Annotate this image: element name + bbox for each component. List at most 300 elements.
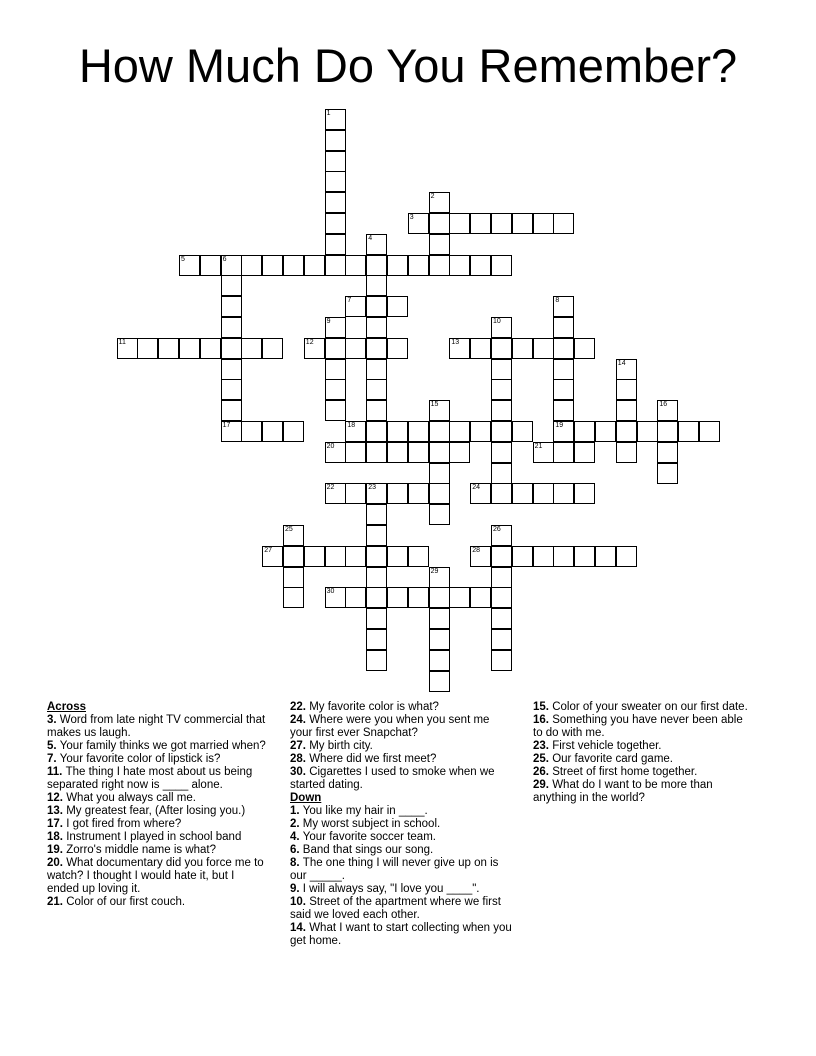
clue-text: Your favorite soccer team. [302, 831, 436, 843]
grid-cell[interactable] [325, 442, 346, 463]
cell-number: 13 [451, 338, 460, 346]
clue-number: 22 [290, 701, 303, 713]
grid-cell[interactable] [574, 483, 595, 504]
grid-cell[interactable] [366, 650, 387, 671]
grid-cell[interactable] [366, 587, 387, 608]
grid-cell[interactable] [429, 421, 450, 442]
across-clue: 19. Zorro's middle name is what? [47, 844, 217, 856]
clue-number: 7 [47, 753, 54, 765]
grid-cell[interactable] [221, 255, 242, 276]
grid-cell[interactable] [345, 296, 366, 317]
grid-cell[interactable] [491, 338, 512, 359]
clue-text: My favorite color is what? [309, 701, 439, 713]
grid-cell[interactable] [325, 379, 346, 400]
grid-cell[interactable] [595, 421, 616, 442]
grid-cell[interactable] [325, 255, 346, 276]
grid-cell[interactable] [491, 546, 512, 567]
grid-cell[interactable] [657, 463, 678, 484]
cell-number: 27 [264, 546, 272, 554]
clue-text: Street of the apartment where we first said we loved each other. [290, 896, 501, 921]
grid-cell[interactable] [366, 379, 387, 400]
grid-cell[interactable] [241, 255, 262, 276]
grid-cell[interactable] [429, 629, 450, 650]
cell-number: 14 [617, 359, 626, 367]
down-clue: 29. What do I want to be more than anything in the world? [533, 779, 713, 804]
grid-cell[interactable] [304, 338, 325, 359]
down-clue: 16. Something you have never been able to do with me. [533, 714, 743, 739]
cell-number: 23 [368, 484, 376, 492]
grid-cell[interactable] [283, 421, 304, 442]
cell-number: 11 [118, 338, 126, 346]
grid-cell[interactable] [553, 296, 574, 317]
grid-cell[interactable] [449, 421, 470, 442]
grid-cell[interactable] [283, 255, 304, 276]
grid-cell[interactable] [429, 608, 450, 629]
cell-number: 30 [326, 588, 335, 596]
grid-cell[interactable] [574, 546, 595, 567]
grid-cell[interactable] [387, 421, 408, 442]
grid-cell[interactable] [553, 379, 574, 400]
cell-number: 7 [347, 297, 352, 305]
grid-cell[interactable] [345, 338, 366, 359]
across-clue: 28. Where did we first meet? [290, 753, 437, 765]
grid-cell[interactable] [241, 338, 262, 359]
grid-cell[interactable] [491, 483, 512, 504]
grid-cell[interactable] [491, 608, 512, 629]
down-clue: 6. Band that sings our song. [290, 844, 434, 856]
clue-text: My greatest fear, (After losing you.) [66, 805, 246, 817]
cell-number: 8 [555, 297, 560, 305]
across-clue-list [47, 714, 269, 909]
grid-cell[interactable] [345, 255, 366, 276]
grid-cell[interactable] [512, 483, 533, 504]
grid-cell[interactable] [366, 546, 387, 567]
grid-cell[interactable] [429, 234, 450, 255]
down-clue: 15. Color of your sweater on our first date. [533, 701, 748, 713]
clue-text: Our favorite card game. [552, 753, 673, 765]
grid-cell[interactable] [283, 546, 304, 567]
grid-cell[interactable] [533, 546, 554, 567]
grid-cell[interactable] [366, 317, 387, 338]
grid-cell[interactable] [283, 587, 304, 608]
grid-cell[interactable] [345, 442, 366, 463]
cell-number: 12 [305, 338, 314, 346]
grid-cell[interactable] [325, 483, 346, 504]
cell-number: 5 [181, 255, 185, 263]
grid-cell[interactable] [262, 421, 283, 442]
clue-text: You like my hair in ____. [302, 805, 428, 817]
grid-cell[interactable] [491, 359, 512, 380]
grid-cell[interactable] [221, 317, 242, 338]
cell-number: 25 [285, 526, 293, 533]
grid-cell[interactable] [491, 567, 512, 588]
grid-cell[interactable] [491, 213, 512, 234]
clue-number: 3 [47, 714, 54, 726]
grid-cell[interactable] [366, 608, 387, 629]
grid-cell[interactable] [449, 255, 470, 276]
grid-cell[interactable] [366, 359, 387, 380]
across-clue: 13. My greatest fear, (After losing you.) [47, 805, 246, 817]
grid-cell[interactable] [117, 338, 138, 359]
clue-text: Zorro's middle name is what? [66, 844, 217, 856]
grid-cell[interactable] [283, 567, 304, 588]
clue-text: What documentary did you force me to watch? I thought I would hate it, but I ended up loving it. [47, 857, 264, 895]
grid-cell[interactable] [470, 213, 491, 234]
across-clue: 3. Word from late night TV commercial that makes us laugh. [47, 714, 266, 739]
grid-cell[interactable] [262, 338, 283, 359]
grid-cell[interactable] [470, 587, 491, 608]
grid-cell[interactable] [699, 421, 720, 442]
across-clue: 20. What documentary did you force me to watch? I thought I would hate it, but I ended up loving it. [47, 857, 264, 895]
grid-cell[interactable] [637, 421, 658, 442]
clue-text: My worst subject in school. [302, 818, 441, 830]
clue-text: Cigarettes I used to smoke when we started dating. [290, 766, 495, 791]
grid-cell[interactable] [325, 338, 346, 359]
clue-text: I got fired from where? [66, 818, 182, 830]
clue-text: Street of first home together. [552, 766, 698, 778]
grid-cell[interactable] [470, 483, 491, 504]
grid-cell[interactable] [429, 442, 450, 463]
clue-text: The one thing I will never give up on is our _____. [290, 857, 499, 882]
grid-cell[interactable] [221, 275, 242, 296]
grid-cell[interactable] [553, 400, 574, 421]
clue-text: I will always say, "I love you ____". [302, 883, 480, 895]
cell-number: 24 [472, 484, 480, 492]
down-clue: 8. The one thing I will never give up on is our _____. [290, 857, 499, 882]
grid-cell[interactable] [325, 359, 346, 380]
clue-text: Color of our first couch. [66, 896, 186, 908]
grid-cell[interactable] [553, 317, 574, 338]
grid-cell[interactable] [533, 483, 554, 504]
grid-cell[interactable] [366, 400, 387, 421]
clue-number: 17 [47, 818, 60, 830]
grid-cell[interactable] [491, 255, 512, 276]
grid-cell[interactable] [366, 525, 387, 546]
down-clue: 9. I will always say, "I love you ____". [290, 883, 480, 895]
grid-cell[interactable] [616, 359, 637, 380]
grid-cell[interactable] [366, 504, 387, 525]
grid-cell[interactable] [325, 109, 346, 130]
grid-cell[interactable] [553, 546, 574, 567]
grid-cell[interactable] [387, 546, 408, 567]
grid-cell[interactable] [345, 587, 366, 608]
down-clue-list [290, 805, 512, 948]
grid-cell[interactable] [408, 421, 429, 442]
grid-cell[interactable] [366, 234, 387, 255]
clue-text: My birth city. [309, 740, 373, 752]
grid-cell[interactable] [657, 400, 678, 421]
grid-cell[interactable] [221, 421, 242, 442]
across-clue: 5. Your family thinks we got married when? [47, 740, 266, 752]
grid-cell[interactable] [366, 629, 387, 650]
cell-number: 26 [493, 526, 501, 533]
down-heading: Down [290, 792, 322, 804]
grid-cell[interactable] [387, 587, 408, 608]
grid-cell[interactable] [325, 192, 346, 213]
grid-cell[interactable] [221, 400, 242, 421]
grid-cell[interactable] [408, 546, 429, 567]
clue-text: Band that sings our song. [302, 844, 434, 856]
grid-cell[interactable] [512, 421, 533, 442]
clues-column-1 [47, 701, 269, 909]
cell-number: 6 [222, 255, 227, 263]
grid-cell[interactable] [241, 421, 262, 442]
down-clue: 14. What I want to start collecting when you get home. [290, 922, 512, 947]
grid-cell[interactable] [574, 442, 595, 463]
grid-cell[interactable] [221, 338, 242, 359]
grid-cell[interactable] [449, 442, 470, 463]
grid-cell[interactable] [616, 421, 637, 442]
grid-cell[interactable] [449, 587, 470, 608]
clue-number: 28 [290, 753, 303, 765]
clue-number: 11 [47, 766, 60, 778]
grid-cell[interactable] [408, 255, 429, 276]
clue-number: 6 [290, 844, 297, 856]
clue-text: Your favorite color of lipstick is? [59, 753, 221, 765]
grid-cell[interactable] [491, 379, 512, 400]
across-clue: 21. Color of our first couch. [47, 896, 186, 908]
across-clue: 7. Your favorite color of lipstick is? [47, 753, 221, 765]
across-clue: 11. The thing I hate most about us being separated right now is ____ alone. [47, 766, 253, 791]
grid-cell[interactable] [574, 421, 595, 442]
grid-cell[interactable] [325, 213, 346, 234]
grid-cell[interactable] [408, 213, 429, 234]
grid-cell[interactable] [616, 379, 637, 400]
grid-cell[interactable] [325, 130, 346, 151]
grid-cell[interactable] [200, 255, 221, 276]
grid-cell[interactable] [387, 255, 408, 276]
cell-number: 29 [430, 567, 439, 575]
grid-cell[interactable] [491, 421, 512, 442]
grid-cell[interactable] [491, 442, 512, 463]
clue-text: First vehicle together. [552, 740, 662, 752]
across-clue: 27. My birth city. [290, 740, 373, 752]
clue-number: 27 [290, 740, 303, 752]
grid-cell[interactable] [408, 587, 429, 608]
grid-cell[interactable] [179, 338, 200, 359]
clue-number: 24 [290, 714, 303, 726]
cell-number: 22 [326, 484, 335, 492]
grid-cell[interactable] [325, 151, 346, 172]
grid-cell[interactable] [429, 400, 450, 421]
grid-cell[interactable] [429, 650, 450, 671]
grid-cell[interactable] [325, 546, 346, 567]
grid-cell[interactable] [429, 567, 450, 588]
cell-number: 2 [430, 193, 435, 201]
down-clue: 23. First vehicle together. [533, 740, 662, 752]
grid-cell[interactable] [429, 483, 450, 504]
grid-cell[interactable] [470, 546, 491, 567]
clue-number: 18 [47, 831, 60, 843]
grid-cell[interactable] [179, 255, 200, 276]
grid-cell[interactable] [408, 483, 429, 504]
grid-cell[interactable] [533, 338, 554, 359]
grid-cell[interactable] [345, 483, 366, 504]
grid-cell[interactable] [553, 359, 574, 380]
cell-number: 3 [409, 214, 414, 221]
grid-cell[interactable] [553, 213, 574, 234]
grid-cell[interactable] [387, 296, 408, 317]
cell-number: 15 [430, 401, 439, 409]
grid-cell[interactable] [470, 338, 491, 359]
clues-column-3 [533, 701, 755, 805]
grid-cell[interactable] [657, 421, 678, 442]
clue-text: The thing I hate most about us being separated right now is ____ alone. [47, 766, 253, 791]
grid-cell[interactable] [325, 171, 346, 192]
grid-cell[interactable] [449, 338, 470, 359]
clue-text: Where did we first meet? [309, 753, 437, 765]
grid-cell[interactable] [366, 338, 387, 359]
grid-cell[interactable] [200, 338, 221, 359]
grid-cell[interactable] [325, 587, 346, 608]
clue-text: Word from late night TV commercial that makes us laugh. [47, 714, 266, 739]
grid-cell[interactable] [325, 317, 346, 338]
grid-cell[interactable] [221, 296, 242, 317]
grid-cell[interactable] [491, 400, 512, 421]
grid-cell[interactable] [221, 379, 242, 400]
grid-cell[interactable] [553, 338, 574, 359]
cell-number: 16 [659, 401, 668, 409]
grid-cell[interactable] [366, 296, 387, 317]
cell-number: 10 [493, 318, 501, 325]
grid-cell[interactable] [387, 483, 408, 504]
grid-cell[interactable] [470, 255, 491, 276]
clue-text: Something you have never been able to do with me. [533, 714, 743, 739]
grid-cell[interactable] [325, 234, 346, 255]
across-clue-list-continued [290, 701, 512, 792]
page-title: How Much Do You Remember? [78, 39, 738, 92]
clue-number: 25 [533, 753, 546, 765]
grid-cell[interactable] [449, 213, 470, 234]
across-clue: 12. What you always call me. [47, 792, 196, 804]
grid-cell[interactable] [283, 525, 304, 546]
down-clue: 26. Street of first home together. [533, 766, 698, 778]
clue-number: 19 [47, 844, 60, 856]
grid-cell[interactable] [366, 483, 387, 504]
across-clue: 22. My favorite color is what? [290, 701, 439, 713]
cell-number: 21 [534, 442, 543, 450]
cell-number: 9 [326, 318, 331, 325]
grid-cell[interactable] [325, 400, 346, 421]
across-clue: 24. Where were you when you sent me your first ever Snapchat? [290, 714, 490, 739]
grid-cell[interactable] [512, 338, 533, 359]
grid-cell[interactable] [304, 546, 325, 567]
grid-cell[interactable] [366, 421, 387, 442]
grid-cell[interactable] [429, 671, 450, 692]
grid-cell[interactable] [429, 463, 450, 484]
clue-number: 20 [47, 857, 60, 869]
clue-number: 5 [47, 740, 54, 752]
grid-cell[interactable] [491, 525, 512, 546]
clue-text: Where were you when you sent me your first ever Snapchat? [290, 714, 490, 739]
grid-cell[interactable] [366, 255, 387, 276]
grid-cell[interactable] [657, 442, 678, 463]
grid-cell[interactable] [429, 192, 450, 213]
cell-number: 28 [472, 546, 480, 554]
cell-number: 19 [555, 422, 564, 429]
grid-cell[interactable] [429, 213, 450, 234]
cell-number: 20 [326, 442, 335, 450]
grid-cell[interactable] [616, 442, 637, 463]
down-clue: 1. You like my hair in ____. [290, 805, 428, 817]
grid-cell[interactable] [533, 442, 554, 463]
grid-cell[interactable] [595, 546, 616, 567]
grid-cell[interactable] [512, 213, 533, 234]
grid-cell[interactable] [158, 338, 179, 359]
grid-cell[interactable] [366, 275, 387, 296]
grid-cell[interactable] [262, 546, 283, 567]
grid-cell[interactable] [304, 255, 325, 276]
clue-number: 12 [47, 792, 60, 804]
grid-cell[interactable] [429, 504, 450, 525]
clue-number: 8 [290, 857, 297, 869]
clue-number: 21 [47, 896, 60, 908]
down-clue: 4. Your favorite soccer team. [290, 831, 436, 843]
grid-cell[interactable] [553, 421, 574, 442]
cell-number: 17 [222, 422, 231, 429]
grid-cell[interactable] [345, 546, 366, 567]
grid-cell[interactable] [408, 442, 429, 463]
cell-number: 18 [347, 422, 356, 429]
across-clue: 17. I got fired from where? [47, 818, 182, 830]
grid-cell[interactable] [574, 338, 595, 359]
grid-cell[interactable] [553, 442, 574, 463]
grid-cell[interactable] [429, 587, 450, 608]
down-clue: 2. My worst subject in school. [290, 818, 441, 830]
grid-cell[interactable] [345, 421, 366, 442]
down-clue: 10. Street of the apartment where we first said we loved each other. [290, 896, 501, 921]
down-clue-list-continued [533, 701, 755, 805]
grid-cell[interactable] [491, 587, 512, 608]
clue-text: What do I want to be more than anything in the world? [533, 779, 713, 804]
clue-number: 30 [290, 766, 303, 778]
across-clue: 30. Cigarettes I used to smoke when we started dating. [290, 766, 495, 791]
cell-number: 4 [368, 234, 373, 242]
grid-cell[interactable] [616, 400, 637, 421]
grid-cell[interactable] [387, 338, 408, 359]
grid-cell[interactable] [470, 421, 491, 442]
grid-cell[interactable] [533, 213, 554, 234]
clue-number: 10 [290, 896, 303, 908]
clue-text: Instrument I played in school band [66, 831, 242, 843]
down-clue: 25. Our favorite card game. [533, 753, 673, 765]
grid-cell[interactable] [491, 629, 512, 650]
cell-number: 1 [326, 110, 331, 117]
grid-cell[interactable] [137, 338, 158, 359]
grid-cell[interactable] [387, 442, 408, 463]
clue-number: 23 [533, 740, 546, 752]
grid-cell[interactable] [366, 567, 387, 588]
clue-number: 16 [533, 714, 546, 726]
grid-cell[interactable] [429, 255, 450, 276]
grid-cell[interactable] [262, 255, 283, 276]
grid-cell[interactable] [491, 317, 512, 338]
clue-number: 26 [533, 766, 546, 778]
grid-cell[interactable] [491, 650, 512, 671]
clue-number: 9 [290, 883, 297, 895]
grid-cell[interactable] [616, 546, 637, 567]
clue-number: 2 [290, 818, 297, 830]
grid-cell[interactable] [491, 463, 512, 484]
grid-cell[interactable] [553, 483, 574, 504]
across-heading: Across [47, 701, 86, 713]
clue-text: What you always call me. [66, 792, 196, 804]
clue-text: What I want to start collecting when you get home. [290, 922, 512, 947]
grid-cell[interactable] [221, 359, 242, 380]
grid-cell[interactable] [366, 442, 387, 463]
grid-cell[interactable] [678, 421, 699, 442]
grid-cell[interactable] [512, 546, 533, 567]
